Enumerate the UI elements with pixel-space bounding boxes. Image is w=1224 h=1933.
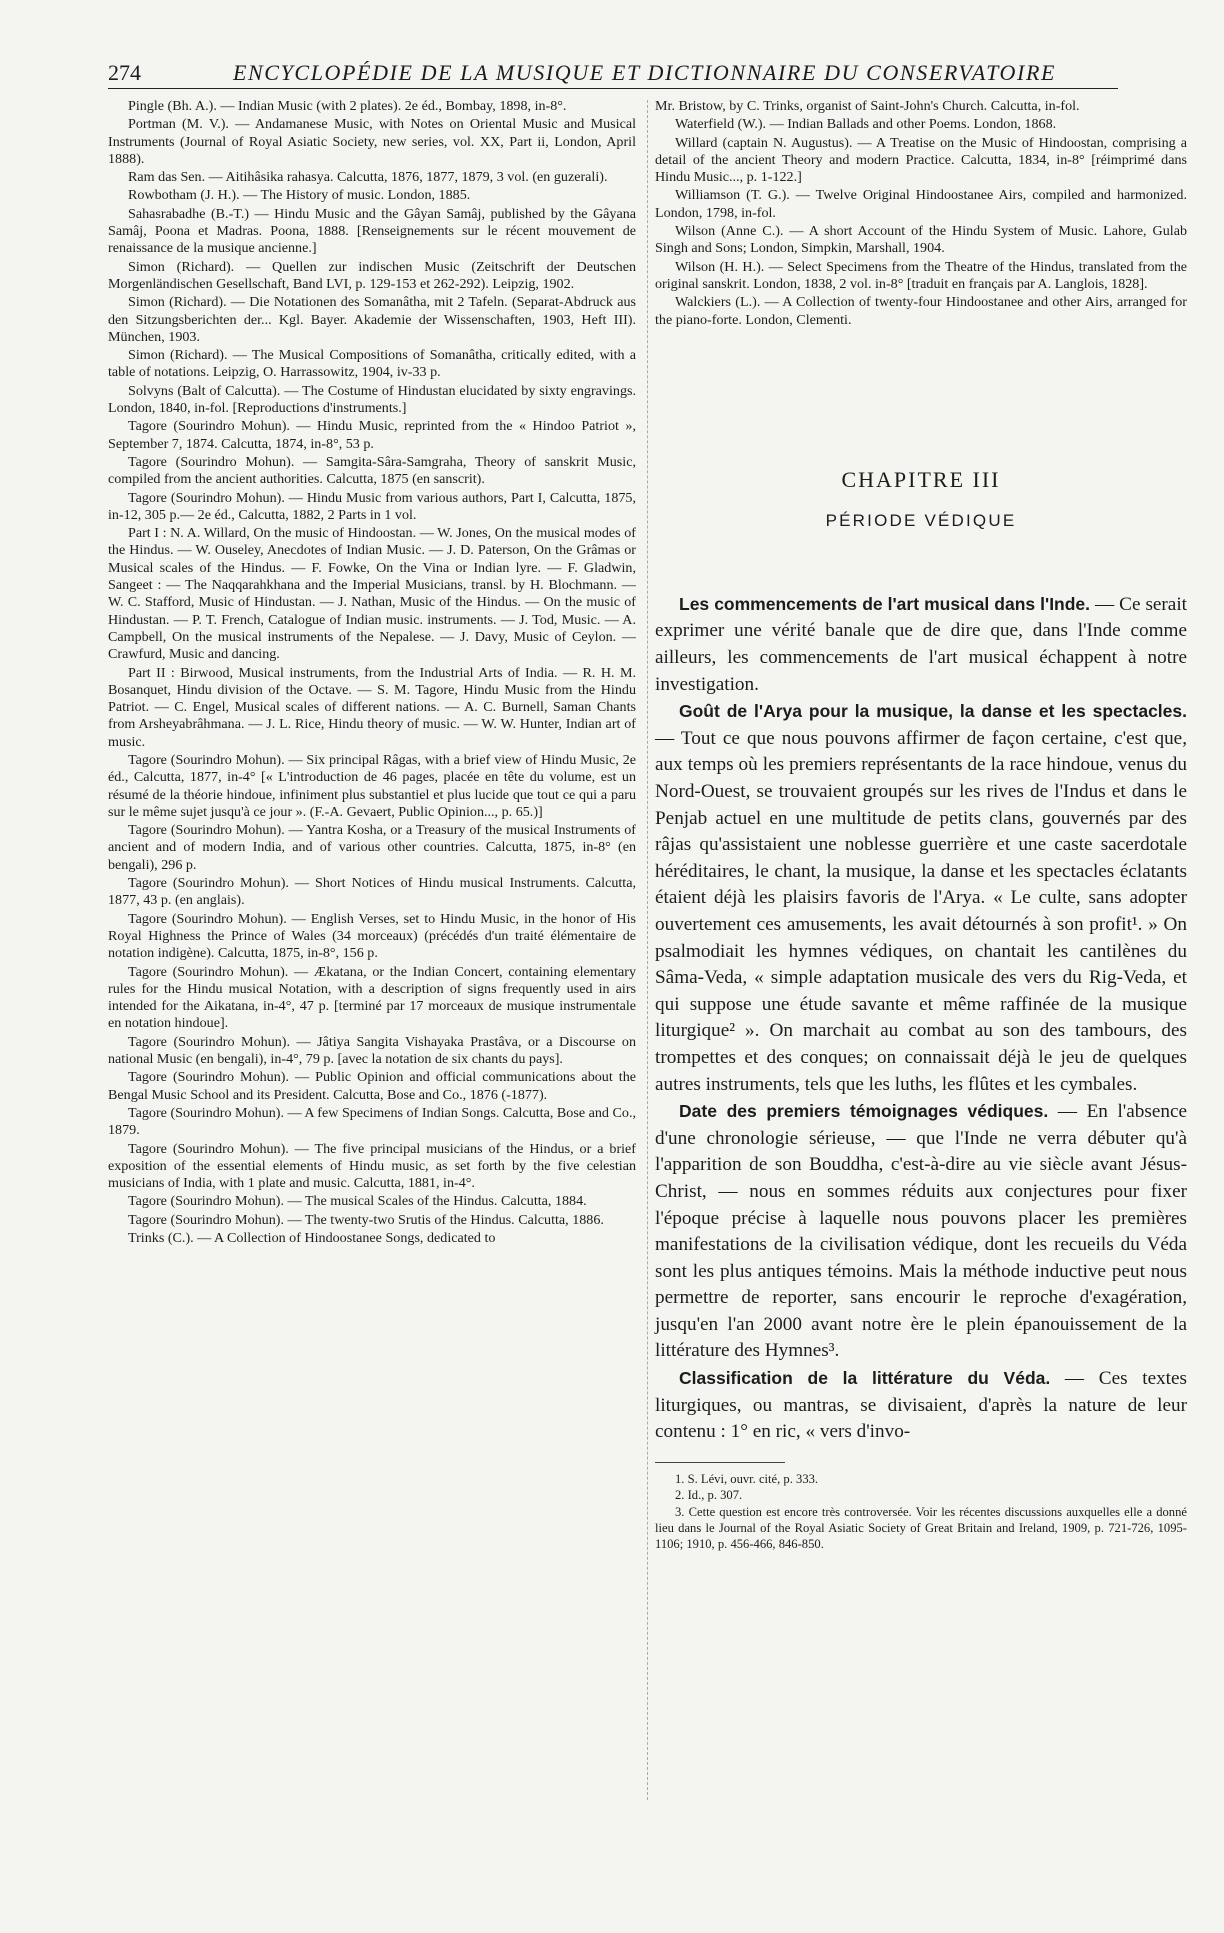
bibliography-entry: Mr. Bristow, by C. Trinks, organist of Saint-John's Church. Calcutta, in-fol.	[655, 98, 1080, 114]
paragraph-heading: Goût de l'Arya pour la musique, la danse et les spectacles.	[679, 701, 1187, 722]
bibliography-left-column	[108, 98, 636, 1248]
right-column	[655, 98, 1187, 1553]
paragraph-text: — Ces textes liturgiques, ou mantras, se divisaient, d'après la nature de leur contenu : 1° en ric, « vers d'invo-	[655, 1368, 1187, 1443]
bibliography-entry: Solvyns (Balt of Calcutta). — The Costume of Hindustan elucidated by sixty engravings. London, 1840, in-fol. [Reproductions d'instruments.]	[108, 382, 636, 417]
bibliography-entry: Tagore (Sourindro Mohun). — The twenty-two Srutis of the Hindus. Calcutta, 1886.	[128, 1211, 604, 1228]
bibliography-entry: Williamson (T. G.). — Twelve Original Hindoostanee Airs, compiled and harmonized. London, 1798, in-fol.	[655, 187, 1187, 221]
bibliography-entry: Waterfield (W.). — Indian Ballads and other Poems. London, 1868.	[675, 116, 1057, 133]
paragraph-text: — Ce serait exprimer une vérité banale que de dire que, dans l'Inde comme ailleurs, les commencements de l'art musical échappent à notre investigation.	[655, 593, 1187, 695]
chapter-body	[655, 591, 1187, 1446]
body-paragraph	[655, 698, 1187, 1098]
bibliography-entry: Walckiers (L.). — A Collection of twenty-four Hindoostanee and other Airs, arranged for the piano-forte. London, Clementi.	[655, 294, 1187, 328]
body-paragraph	[655, 1098, 1187, 1365]
bibliography-entry: Portman (M. V.). — Andamanese Music, with Notes on Oriental Music and Musical Instruments (Journal of Royal Asiatic Society, new series, vol. XX, Part ii, London, April 1888).	[108, 116, 636, 167]
bibliography-entry: Pingle (Bh. A.). — Indian Music (with 2 plates). 2e éd., Bombay, 1898, in-8°.	[128, 98, 567, 114]
paragraph-text: — Tout ce que nous pouvons affirmer de façon certaine, c'est que, aux temps où les premiers représentants de la race hindoue, venus du Nord-Ouest, se trouvaient groupés sur les rives de l'Indus et dans le Penjab actuel en une multitude de petits clans, gouvernés par des râjas qu'assistaient une noblesse guerrière et une caste sacerdotale héréditaires, le chant, la musique, la danse et les spectacles éclatants étaient déjà les plaisirs favoris de l'Arya. « Le culte, sans adopter ouvertement ces amusements, les avait détournés à son profit¹. » On psalmodiait les hymnes védiques, on chantait les cantilènes du Sâma-Veda, « simple adaptation musicale des vers du Rig-Veda, et qui suppose une étude savante et même raffinée de la musique liturgique² ». On marchait au combat au son des tambours, des trompettes et des conques; on connaissait déjà le jeu de quelques autres instruments, tels que les luths, les flûtes et les cymbales.	[655, 727, 1187, 1095]
footnotes	[655, 1471, 1187, 1553]
column-divider	[647, 100, 649, 1800]
footnote: 1. S. Lévi, ouvr. cité, p. 333.	[675, 1471, 819, 1486]
footnote-separator	[655, 1462, 785, 1463]
bibliography-entry: Willard (captain N. Augustus). — A Treatise on the Music of Hindoostan, comprising a detail of the ancient Theory and modern Practice. Calcutta, 1834, in-8° [réimprimé dans Hindu Music..., p. 1-122.]	[655, 134, 1187, 186]
bibliography-entry: Tagore (Sourindro Mohun). — Short Notices of Hindu musical Instruments. Calcutta, 1877, 43 p. (en anglais).	[108, 875, 636, 909]
bibliography-entry: Tagore (Sourindro Mohun). — A few Specimens of Indian Songs. Calcutta, Bose and Co., 1879.	[108, 1104, 636, 1139]
bibliography-entry: Tagore (Sourindro Mohun). — The five principal musicians of the Hindus, or a brief exposition of the essential elements of Hindu music, as set forth by the five celestian musicians of India, with 1 plate and music. Calcutta, 1881, in-4°.	[108, 1140, 636, 1192]
paragraph-heading: Classification de la littérature du Véda.	[679, 1368, 1051, 1389]
footnote: 3. Cette question est encore très controversée. Voir les récentes discussions auxquelles elle a donné lieu dans le Journal of the Royal Asiatic Society of Great Britain and Ireland, 1909, p. 721-726, 1095-1106; 1910, p. 456-466, 846-850.	[655, 1504, 1187, 1552]
bibliography-entry: Tagore (Sourindro Mohun). — Hindu Music from various authors, Part I, Calcutta, 1875, in-12, 305 p.— 2e éd., Calcutta, 1882, 2 Parts in 1 vol.	[108, 489, 636, 523]
bibliography-entry: Tagore (Sourindro Mohun). — The musical Scales of the Hindus. Calcutta, 1884.	[128, 1193, 587, 1210]
body-paragraph	[655, 591, 1187, 698]
bibliography-entry: Wilson (H. H.). — Select Specimens from the Theatre of the Hindus, translated from the original sanskrit. London, 1838, 2 vol. in-8° [traduit en français par A. Langlois, 1828].	[655, 258, 1187, 292]
bibliography-entry: Tagore (Sourindro Mohun). — Hindu Music, reprinted from the « Hindoo Patriot », September 7, 1874. Calcutta, 1874, in-8°, 53 p.	[108, 418, 636, 452]
bibliography-entry: Tagore (Sourindro Mohun). — Six principal Râgas, with a brief view of Hindu Music, 2e éd., Calcutta, 1877, in-4° [« L'introduction de 46 pages, placée en tête du volume, est un résumé de la théorie hindoue, infiniment plus substantiel et plus lucide que tout ce qui a paru sur le même sujet jusqu'à ce jour ». (F.-A. Gevaert, Public Opinion..., p. 65.)]	[108, 751, 636, 820]
bibliography-entry: Part I : N. A. Willard, On the music of Hindoostan. — W. Jones, On the musical modes of the Hindus. — W. Ouseley, Anecdotes of Indian Music. — J. D. Paterson, On the Grâmas or Musical scales of the Hindus. — F. Fowke, On the Vina or Indian lyre. — F. Gladwin, Sangeet : — The Naqqarahkhana and the Imperial Musicians, transl. by H. Blochmann. — W. C. Stafford, Music of Hindustan. — J. Nathan, Music of the Hindus. — On the music of Hindustan. — P. T. French, Catalogue of Indian music. instruments. — J. Tod, Music. — A. Campbell, On the musical instruments of the Nepalese. — J. Davy, Music of Ceylon. — Crawfurd, Music and dancing.	[108, 525, 636, 663]
chapter-title: CHAPITRE III	[841, 466, 1001, 492]
paragraph-heading: Date des premiers témoignages védiques.	[679, 1101, 1049, 1122]
bibliography-entry: Tagore (Sourindro Mohun). — Jâtiya Sangita Vishayaka Prastâva, or a Discourse on national Music (en bengali), in-4°, 79 p. [avec la notation de six chants du pays].	[108, 1033, 636, 1068]
bibliography-entry: Trinks (C.). — A Collection of Hindoostanee Songs, dedicated to	[128, 1230, 496, 1246]
running-header	[108, 58, 1118, 89]
bibliography-entry: Rowbotham (J. H.). — The History of music. London, 1885.	[128, 187, 471, 204]
paragraph-heading: Les commencements de l'art musical dans l'Inde.	[679, 593, 1091, 614]
paragraph-text: — En l'absence d'une chronologie sérieuse, — que l'Inde ne verra débuter qu'à l'apparition de son Bouddha, c'est-à-dire au vie siècle avant Jésus-Christ, — nous en sommes réduits aux conjectures pour fixer l'époque précise à laquelle nous pouvons placer les premières manifestations de la civilisation védique, dont les recueils du Véda sont les plus antiques témoins. Mais la méthode inductive peut nous permettre de reporter, sans encourir le reproche d'exagération, jusqu'en l'an 2000 avant notre ère le plein épanouissement de la littérature des Hymnes³.	[655, 1101, 1187, 1362]
bibliography-entry: Tagore (Sourindro Mohun). — Public Opinion and official communications about the Bengal Music School and its President. Calcutta, Bose and Co., 1876 (-1877).	[108, 1069, 636, 1103]
page-number: 274	[108, 60, 141, 85]
bibliography-entry: Simon (Richard). — Quellen zur indischen Music (Zeitschrift der Deutschen Morgenländischen Gesellschaft, Band LVI, p. 129-153 et 262-292). Leipzig, 1902.	[108, 258, 636, 292]
body-paragraph	[655, 1365, 1187, 1446]
bibliography-entry: Tagore (Sourindro Mohun). — Ækatana, or the Indian Concert, containing elementary rules for the Hindu musical Notation, with a description of signs frequently used in airs intended for the Aikatana, in-4°, 47 p. [terminé par 17 morceaux de musique instrumentale en notation hindoue].	[108, 963, 636, 1032]
bibliography-entry: Ram das Sen. — Aitihâsika rahasya. Calcutta, 1876, 1877, 1879, 3 vol. (en guzerali).	[128, 169, 608, 186]
chapter-subtitle: PÉRIODE VÉDIQUE	[825, 510, 1017, 530]
bibliography-entry: Simon (Richard). — Die Notationen des Somanâtha, mit 2 Tafeln. (Separat-Abdruck aus den Sitzungsberichten der... Kgl. Bayer. Akademie der Wissenschaften, 1903, Heft III). München, 1903.	[108, 294, 636, 345]
bibliography-entry: Simon (Richard). — The Musical Compositions of Somanâtha, critically edited, with a table of notations. Leipzig, O. Harrassowitz, 1904, iv-33 p.	[108, 347, 636, 381]
bibliography-entry: Tagore (Sourindro Mohun). — English Verses, set to Hindu Music, in the honor of His Royal Highness the Prince of Wales (34 morceaux) (précédés d'un traité élémentaire de notation indigène). Calcutta, 1875, in-8°, 156 p.	[108, 910, 636, 962]
bibliography-entry: Wilson (Anne C.). — A short Account of the Hindu System of Music. Lahore, Gulab Singh and Sons; London, Simpkin, Marshall, 1904.	[655, 223, 1187, 257]
footnote: 2. Id., p. 307.	[675, 1488, 743, 1503]
bibliography-entry: Tagore (Sourindro Mohun). — Yantra Kosha, or a Treasury of the musical Instruments of ancient and of modern India, and of various other countries. Calcutta, 1875, in-8° (en bengali), 296 p.	[108, 822, 636, 873]
bibliography-entry: Tagore (Sourindro Mohun). — Samgita-Sâra-Samgraha, Theory of sanskrit Music, compiled from the ancient authorities. Calcutta, 1875 (en sanscrit).	[108, 453, 636, 488]
bibliography-entry: Part II : Birwood, Musical instruments, from the Industrial Arts of India. — R. H. M. Bosanquet, Hindu division of the Octave. — S. M. Tagore, Hindu Music from the Hindu Patriot. — C. Engel, Musical scales of different nations. — A. C. Burnell, Saman Chants from Arsheyabrâhmana. — J. L. Rice, Hindu theory of music. — W. W. Hunter, Indian art of music.	[108, 664, 636, 750]
bibliography-right-column	[655, 98, 1187, 329]
running-title: ENCYCLOPÉDIE DE LA MUSIQUE ET DICTIONNAIRE DU CONSERVATOIRE	[233, 60, 1057, 85]
bibliography-entry: Sahasrabadhe (B.-T.) — Hindu Music and the Gâyan Samâj, published by the Gâyana Samâj, Poona et Madras. Poona, 1888. [Renseignements sur le récent mouvement de renaissance de la musique ancienne.]	[108, 205, 636, 257]
